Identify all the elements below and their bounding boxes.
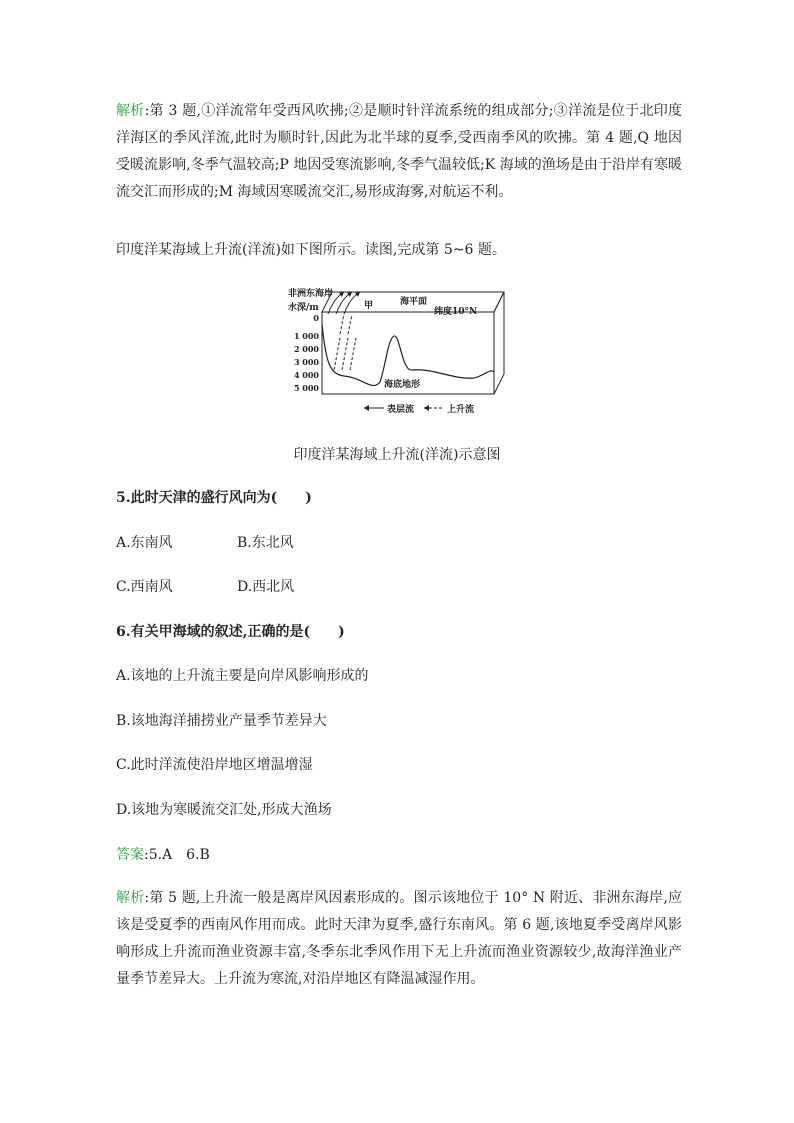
depth-tick: 4 000 xyxy=(293,370,319,380)
answer-label: 答案 xyxy=(116,847,144,863)
sea-level-label: 海平面 xyxy=(400,297,428,307)
q6-option-c: C.此时洋流使沿岸地区增温增湿 xyxy=(116,757,313,773)
question-intro: 印度洋某海域上升流(洋流)如下图所示。读图,完成第 5~6 题。 xyxy=(116,242,506,258)
depth-tick: 2 000 xyxy=(293,344,319,354)
upwelling-arrow xyxy=(340,314,344,334)
arrow-head xyxy=(364,405,369,411)
depth-tick: 3 000 xyxy=(293,357,319,367)
point-jia-label: 甲 xyxy=(364,301,374,311)
seabed-label: 海底地形 xyxy=(384,380,421,390)
upwelling-arrow xyxy=(334,338,340,370)
option-row xyxy=(116,533,173,553)
q5-option-d: D.西北风 xyxy=(237,579,295,595)
legend-surface-label: 表层流 xyxy=(387,405,415,415)
answer-line xyxy=(116,845,210,865)
analysis-text: :第 5 题,上升流一般是离岸风因素形成的。图示该地位于 10° N 附近、非洲东海岸,应该是受夏季的西南风作用而成。此时天津为夏季,盛行东南风。第 6 题,该地夏季受离岸风影响形成上升流而渔业资源丰富,冬季东北季风作用下无上升流而渔业资源较少,故海洋渔业产量季节差异大。上升流为寒流,对沿岸地区有降温减湿作用。 xyxy=(116,890,683,987)
q5-option-b: B.东北风 xyxy=(237,535,294,551)
q6-option-d: D.该地为寒暖流交汇处,形成大渔场 xyxy=(116,802,332,818)
question-6-stem: 6.有关甲海域的叙述,正确的是( ) xyxy=(116,624,345,640)
depth-tick: 0 xyxy=(313,313,319,323)
analysis-label: 解析 xyxy=(116,890,145,906)
box-side xyxy=(494,292,504,394)
upwelling-arrow xyxy=(342,338,348,370)
q5-option-a: A.东南风 xyxy=(116,535,173,551)
analysis-paragraph-1 xyxy=(116,98,682,206)
q6-option-a: A.该地的上升流主要是向岸风影响形成的 xyxy=(116,668,369,684)
q6-option-b: B.该地海洋捕捞业产量季节差异大 xyxy=(116,713,327,729)
upwelling-diagram xyxy=(284,284,510,420)
upwelling-arrow xyxy=(350,338,356,370)
depth-tick: 5 000 xyxy=(293,383,319,393)
coast-label: 非洲东海岸 xyxy=(288,289,334,299)
answer-text: :5.A 6.B xyxy=(144,847,210,863)
arrow-head xyxy=(424,405,429,411)
figure-caption: 印度洋某海域上升流(洋流)示意图 xyxy=(293,447,501,463)
latitude-label: 纬度10°N xyxy=(434,307,478,317)
analysis-text: :第 3 题,①洋流常年受西风吹拂;②是顺时针洋流系统的组成部分;③洋流是位于北印度洋海区的季风洋流,此时为顺时针,因此为北半球的夏季,受西南季风的吹拂。第 4 题,Q 地因受暖流影响,冬季气温较高;P 地因受寒流影响,冬季气温较低;K 海域的渔场是由于沿岸有寒暖流交汇而形成的;M 海域因寒暖流交汇,易形成海雾,对航运不利。 xyxy=(116,103,683,200)
q5-option-c: C.西南风 xyxy=(116,579,173,595)
depth-tick: 1 000 xyxy=(293,331,319,341)
upwelling-arrow xyxy=(348,314,352,334)
question-5-stem: 5.此时天津的盛行风向为( ) xyxy=(116,490,312,506)
analysis-label: 解析 xyxy=(116,103,145,119)
analysis-paragraph-2 xyxy=(116,885,682,993)
legend-upwelling-label: 上升流 xyxy=(447,405,475,415)
depth-axis-label: 水深/m xyxy=(288,303,319,313)
